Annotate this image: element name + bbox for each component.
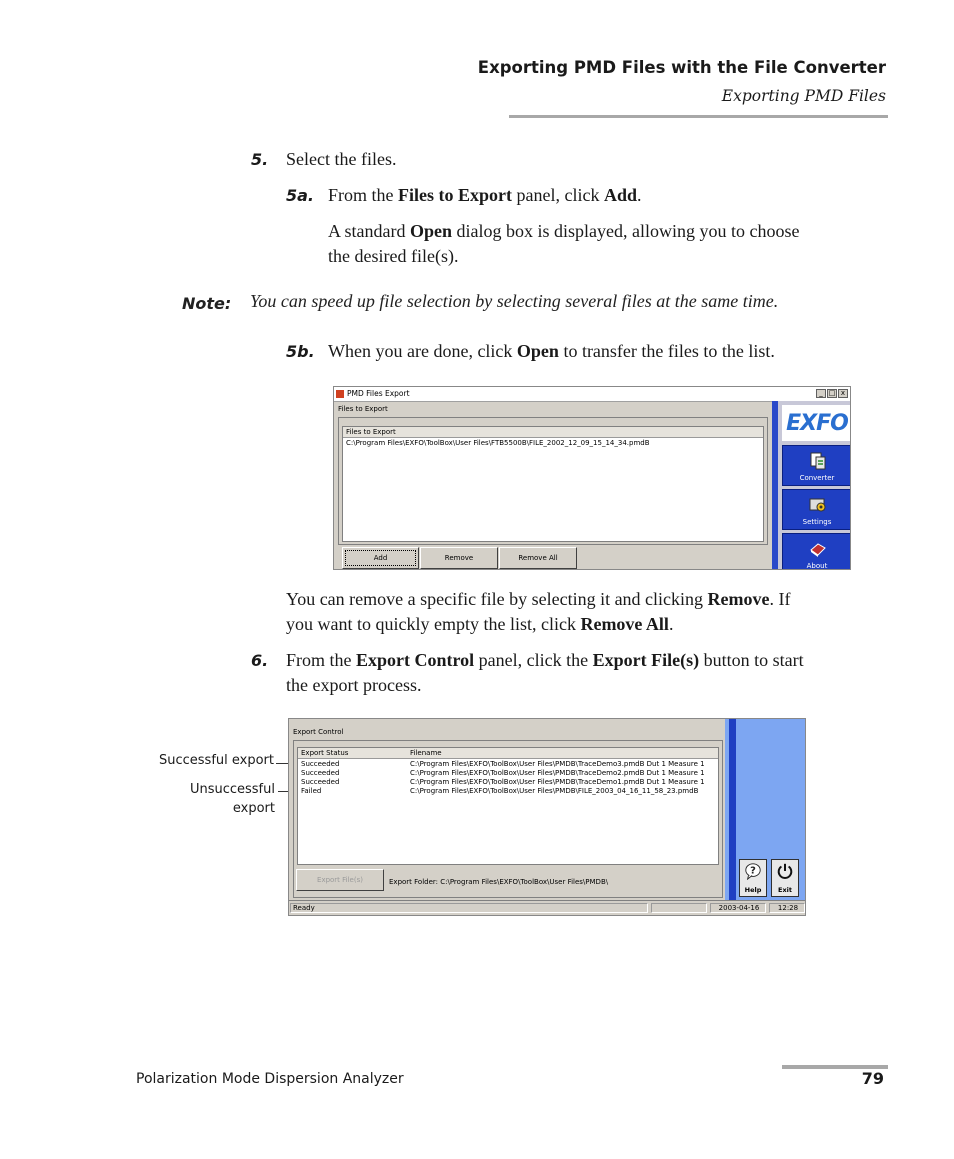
results-column-header [298,748,718,759]
page-number: 79 [861,1069,884,1088]
pmd-files-export-window [333,386,851,570]
converter-icon [809,452,827,470]
close-button[interactable]: x [838,389,848,398]
files-to-export-group [338,417,768,545]
callout-unsuccessful-line2: export [232,801,275,816]
callout-unsuccessful-line1: Unsuccessful [189,782,275,797]
running-header-title: Exporting PMD Files with the File Converter [477,58,886,77]
export-files-button[interactable]: Export File(s) [296,869,384,891]
exfo-logo: EXFO [782,405,851,441]
callout-successful-export: Successful export [158,753,274,768]
converter-label: Converter [799,474,835,482]
step-5a-text: From the Files to Export panel, click Add. [328,185,642,205]
table-row[interactable]: Succeeded C:\Program Files\EXFO\ToolBox\User Files\PMDB\TraceDemo2.pmdB Dut 1 Measure 1 [301,769,705,777]
table-row[interactable]: Failed C:\Program Files\EXFO\ToolBox\User Files\PMDB\FILE_2003_04_16_11_58_23.pmdB [301,787,699,795]
help-icon [744,862,762,880]
remove-button[interactable]: Remove [420,547,498,569]
settings-button[interactable] [782,489,851,530]
status-time: 12:28 [769,903,805,913]
exit-label: Exit [778,886,792,894]
remove-all-button[interactable]: Remove All [499,547,577,569]
col-export-status: Export Status [301,749,349,757]
step-5a-desc-line2: the desired file(s). [328,246,459,266]
settings-icon [809,496,827,514]
step-5-number: 5. [251,150,269,169]
help-label: Help [744,886,762,894]
add-button[interactable]: Add [342,547,419,569]
exit-button[interactable] [771,859,799,897]
about-book-icon [809,540,827,558]
export-results-list[interactable] [297,747,719,865]
table-row[interactable]: Succeeded C:\Program Files\EXFO\ToolBox\User Files\PMDB\TraceDemo3.pmdB Dut 1 Measure 1 [301,760,705,768]
title-bar [334,387,850,402]
svg-text:?: ? [750,865,756,877]
files-list[interactable] [342,426,764,542]
list-item[interactable]: C:\Program Files\EXFO\ToolBox\User Files\FTB5500B\FILE_2002_12_09_15_14_34.pmdB [346,439,650,447]
status-ready: Ready [290,903,648,913]
power-icon [776,862,794,880]
remove-paragraph-line1: You can remove a specific file by selecting it and clicking Remove. If [286,589,791,609]
window-title: PMD Files Export [347,389,410,398]
maximize-button[interactable]: □ [828,389,836,397]
help-button[interactable] [739,859,767,897]
right-sidebar [725,719,806,903]
export-control-group [293,740,723,898]
status-blank [651,903,707,913]
step-6-text-line2: the export process. [286,675,422,695]
step-5a-desc-line1: A standard Open dialog box is displayed, allowing you to choose [328,221,800,241]
remove-paragraph-line2: you want to quickly empty the list, click Remove All. [286,614,674,634]
col-filename: Filename [410,749,442,757]
results-rows [298,760,718,796]
status-bar [289,900,805,915]
about-button[interactable] [782,533,851,570]
status-date: 2003-04-16 [710,903,766,913]
export-folder-text: Export Folder: C:\Program Files\EXFO\ToolBox\User Files\PMDB\ [389,878,609,886]
note-label: Note: [182,294,232,313]
running-header-subtitle: Exporting PMD Files [721,87,886,105]
step-5b-text: When you are done, click Open to transfer the files to the list. [328,341,775,361]
minimize-button[interactable]: _ [816,389,826,398]
export-control-window [288,718,806,916]
step-6-number: 6. [251,651,269,670]
sidebar [772,401,851,570]
list-header-label: Files to Export [346,428,396,436]
list-column-header [343,427,763,438]
converter-button[interactable] [782,445,851,486]
step-6-text-line1: From the Export Control panel, click the Export File(s) button to start [286,650,804,670]
about-label: About [806,562,828,570]
header-rule [509,115,888,118]
settings-label: Settings [802,518,832,526]
step-5-text: Select the files. [286,149,397,169]
step-5b-number: 5b. [286,342,315,361]
files-to-export-panel-title: Files to Export [338,405,388,413]
table-row[interactable]: Succeeded C:\Program Files\EXFO\ToolBox\User Files\PMDB\TraceDemo1.pmdB Dut 1 Measure 1 [301,778,705,786]
step-5a-number: 5a. [286,186,315,205]
note-text: You can speed up file selection by selecting several files at the same time. [250,291,779,311]
export-control-panel-title: Export Control [293,728,344,736]
footer-manual-title: Polarization Mode Dispersion Analyzer [136,1071,404,1087]
app-icon [336,390,344,398]
